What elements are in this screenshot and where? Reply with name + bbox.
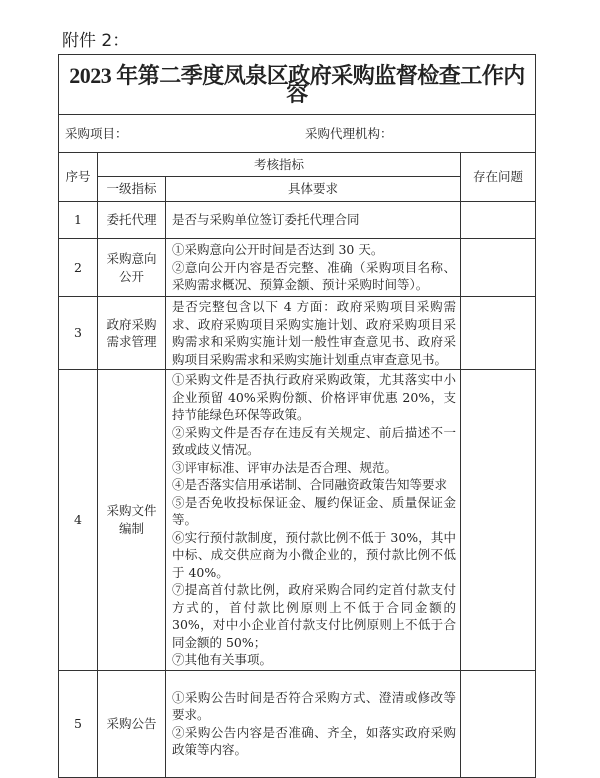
row-indicator: 委托代理 bbox=[98, 202, 166, 239]
project-label: 采购项目： bbox=[65, 125, 128, 141]
requirement-item: ①采购意向公开时间是否达到 30 天。 bbox=[172, 242, 384, 258]
row-issues-cell bbox=[461, 370, 536, 671]
header-level1: 一级指标 bbox=[98, 177, 166, 202]
project-info-row bbox=[59, 115, 536, 153]
row-indicator: 政府采购需求管理 bbox=[98, 297, 166, 370]
requirement-item: ①采购公告时间是否符合采购方式、澄清或修改等要求。 bbox=[172, 689, 456, 722]
header-indicators: 考核指标 bbox=[98, 153, 461, 177]
requirement-item: ⑤是否免收投标保证金、履约保证金、质量保证金等。 bbox=[172, 494, 456, 527]
row-requirements bbox=[166, 202, 461, 239]
table-row bbox=[59, 370, 536, 671]
attachment-label: 附件 2： bbox=[62, 31, 130, 51]
header-seq: 序号 bbox=[59, 153, 98, 202]
requirement-item: ②意向公开内容是否完整、准确（采购项目名称、采购需求概况、预算金额、预计采购时间等）。 bbox=[172, 259, 456, 293]
row-requirements bbox=[166, 297, 461, 370]
requirement-item: 是否与采购单位签订委托代理合同 bbox=[172, 212, 360, 228]
row-requirements bbox=[166, 239, 461, 297]
row-issues-cell bbox=[461, 297, 536, 370]
row-indicator: 采购意向公开 bbox=[98, 239, 166, 297]
row-seq: 4 bbox=[59, 370, 98, 671]
requirement-item: ②采购公告内容是否准确、齐全，如落实政府采购政策等内容。 bbox=[172, 724, 456, 757]
row-issues-cell bbox=[461, 202, 536, 239]
row-requirements bbox=[166, 370, 461, 671]
table-row bbox=[59, 670, 536, 777]
requirement-item: ①采购文件是否执行政府采购政策，尤其落实中小企业预留 40%采购份额、价格评审优惠 20%，支持节能绿色环保等政策。 bbox=[172, 372, 456, 422]
row-issues-cell bbox=[461, 670, 536, 777]
requirement-item: ⑦其他有关事项。 bbox=[172, 652, 273, 667]
requirement-item: ⑦提高首付款比例，政府采购合同约定首付款支付方式的，首付款比例原则上不低于合同金额的 30%，对中小企业首付款支付比例原则上不低于合同金额的 50%； bbox=[172, 582, 456, 650]
table-row bbox=[59, 297, 536, 370]
row-requirements bbox=[166, 670, 461, 777]
row-seq: 1 bbox=[59, 202, 98, 239]
row-indicator: 采购公告 bbox=[98, 670, 166, 777]
header-issues: 存在问题 bbox=[461, 153, 536, 202]
row-seq: 3 bbox=[59, 297, 98, 370]
requirement-item: ②采购文件是否存在违反有关规定、前后描述不一致或歧义情况。 bbox=[172, 424, 456, 457]
requirement-item: ④是否落实信用承诺制、合同融资政策告知等要求 bbox=[172, 477, 448, 492]
requirement-item: 是否完整包含以下 4 方面：政府采购项目采购需求、政府采购项目采购实施计划、政府采购项目采购需求和采购实施计划一般性审查意见书、政府采购项目采购需求和采购实施计划重点审查意见书。 bbox=[172, 299, 456, 367]
document-title: 2023 年第二季度凤泉区政府采购监督检查工作内容 bbox=[59, 55, 536, 115]
row-seq: 2 bbox=[59, 239, 98, 297]
agency-label: 采购代理机构： bbox=[305, 125, 393, 141]
header-requirements: 具体要求 bbox=[166, 177, 461, 202]
inspection-table bbox=[58, 54, 536, 778]
requirement-item: ⑥实行预付款制度，预付款比例不低于 30%，其中中标、成交供应商为小微企业的，预付款比例不低于 40%。 bbox=[172, 529, 456, 580]
row-issues-cell bbox=[461, 239, 536, 297]
table-row bbox=[59, 202, 536, 239]
table-row bbox=[59, 239, 536, 297]
row-seq: 5 bbox=[59, 670, 98, 777]
requirement-item: ③评审标准、评审办法是否合理、规范。 bbox=[172, 459, 398, 475]
row-indicator: 采购文件编制 bbox=[98, 370, 166, 671]
